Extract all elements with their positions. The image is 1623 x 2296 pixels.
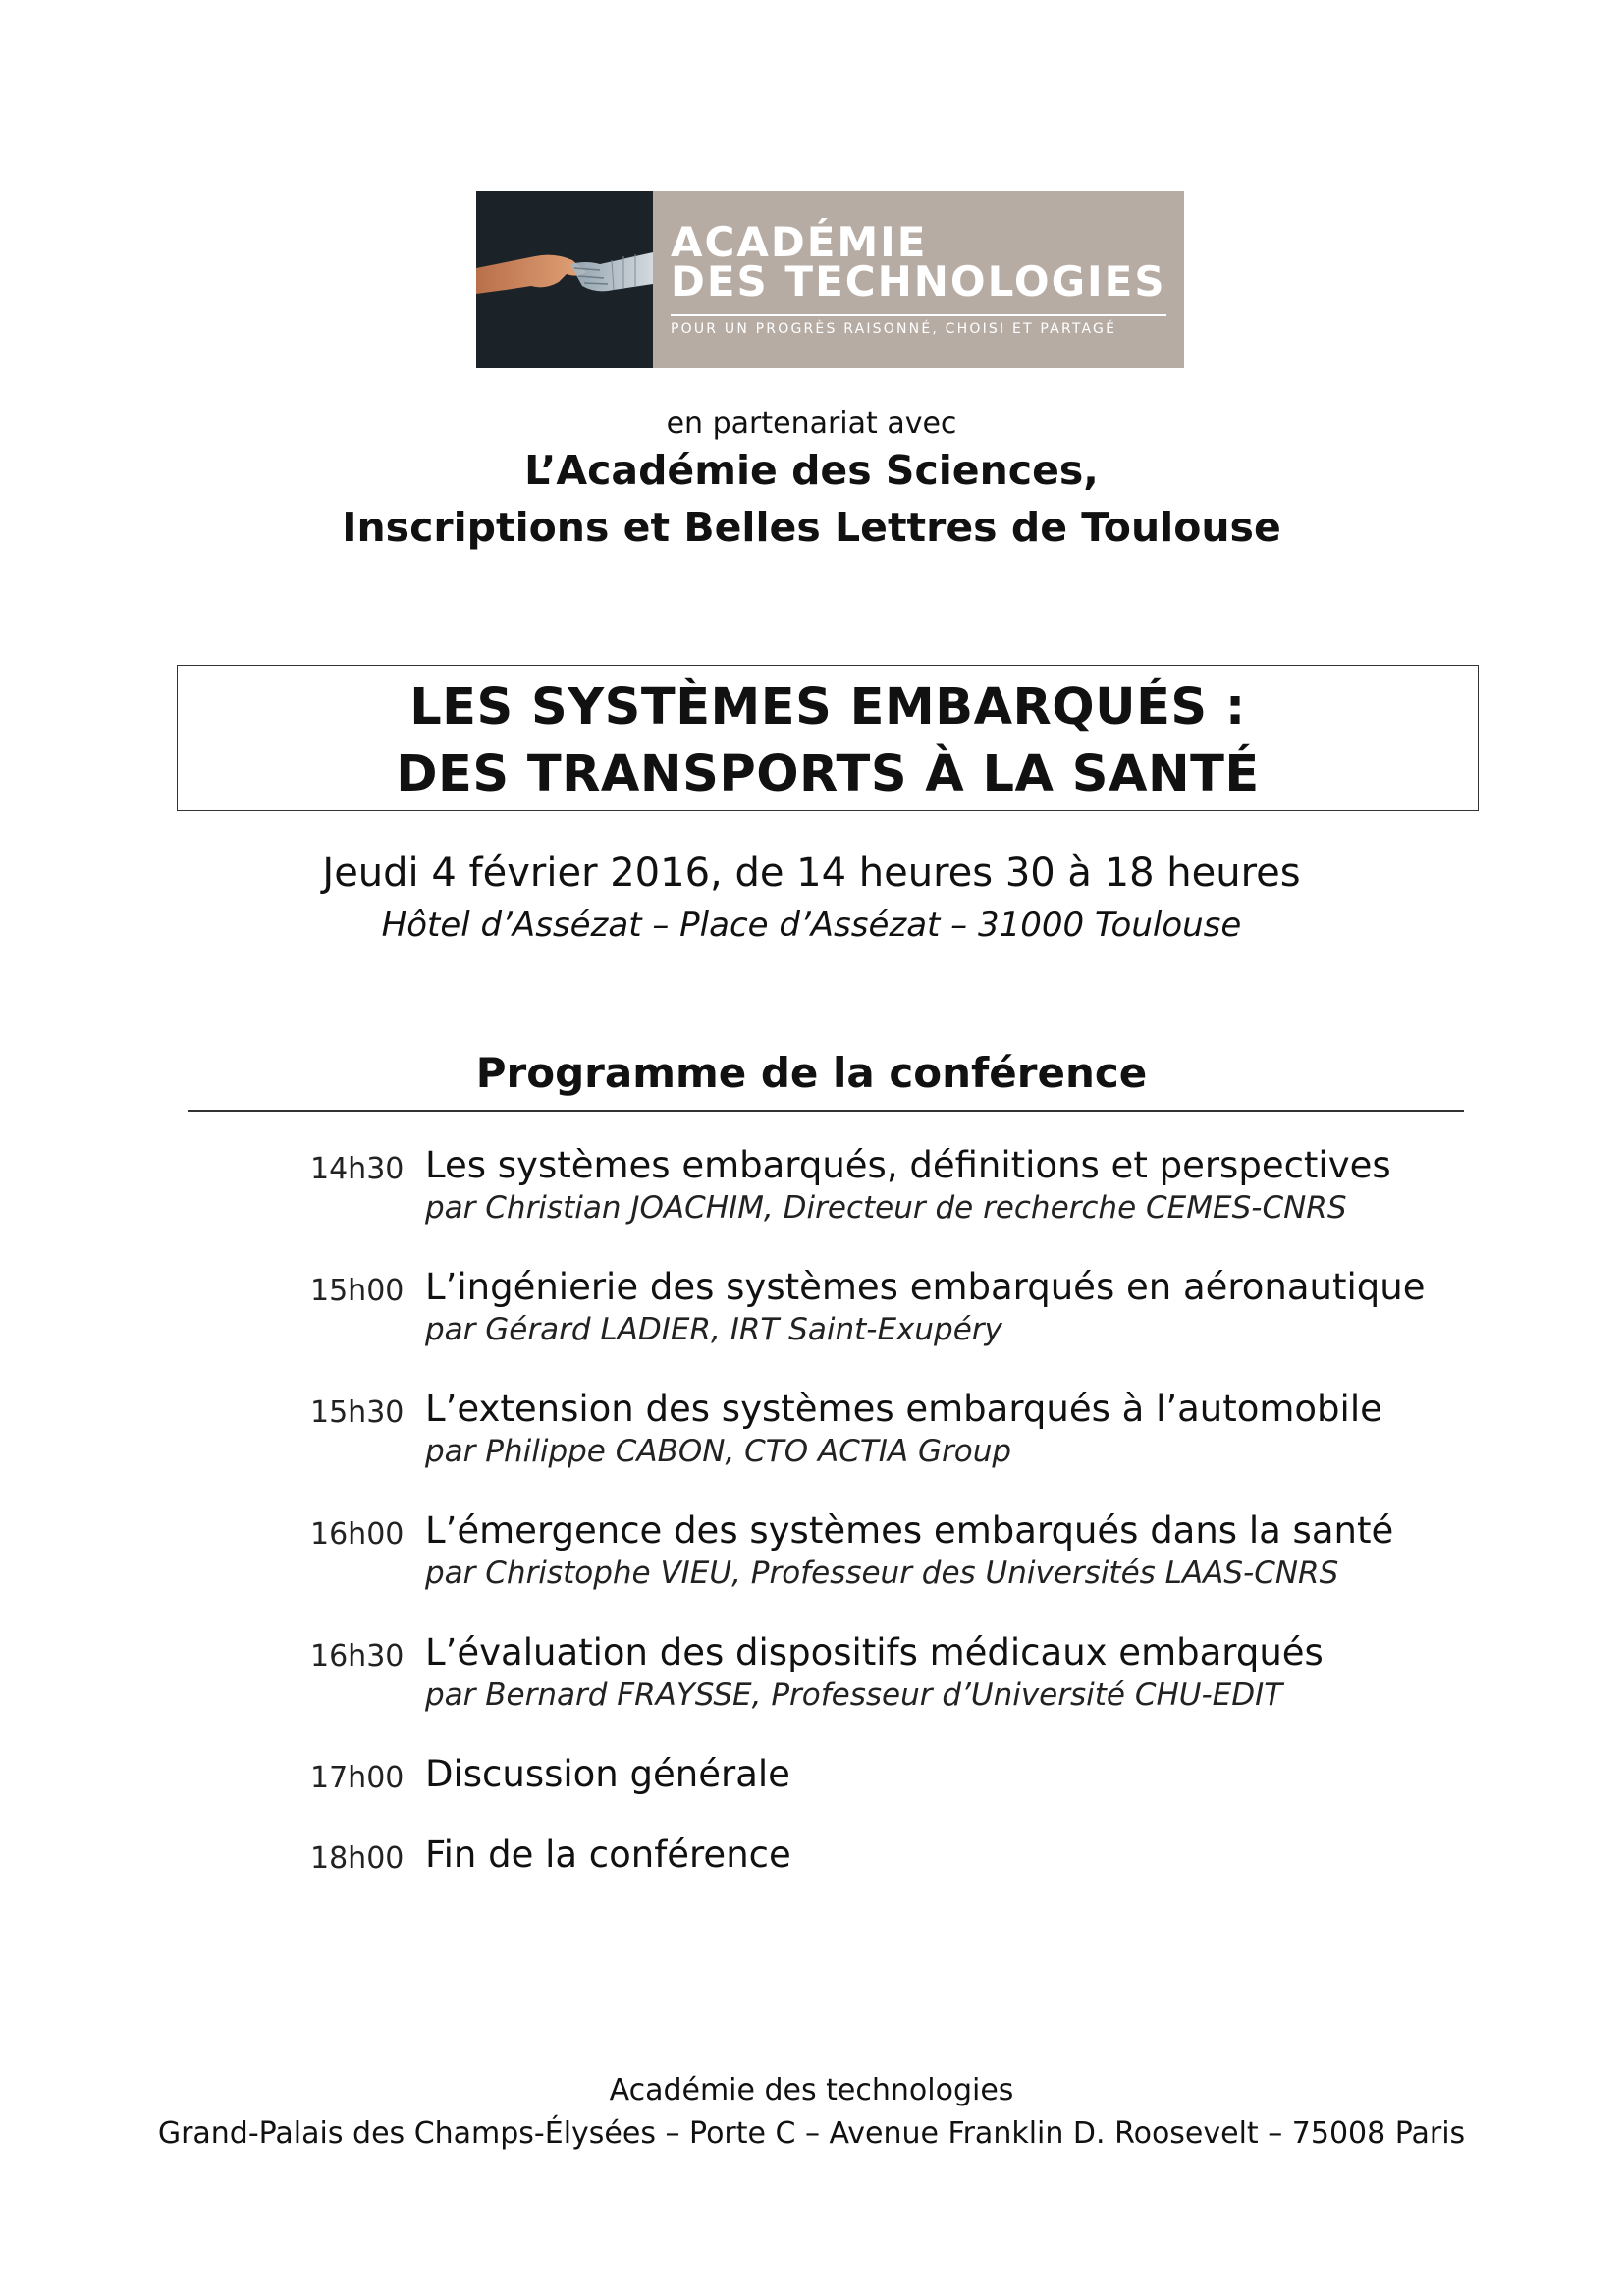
item-speaker: par Christian JOACHIM, Directeur de recherche CEMES-CNRS <box>425 1190 1347 1226</box>
item-time: 18h00 <box>310 1841 405 1876</box>
conference-title-box <box>177 665 1479 811</box>
footer-organization: Académie des technologies <box>609 2073 1014 2107</box>
handshake-image <box>476 191 653 368</box>
conference-title-line1: LES SYSTÈMES EMBARQUÉS : <box>409 679 1246 737</box>
partner-name-line2: Inscriptions et Belles Lettres de Toulouse <box>342 504 1281 551</box>
logo-title-line1: ACADÉMIE <box>671 218 928 266</box>
item-title: L’extension des systèmes embarqués à l’automobile <box>425 1388 1382 1430</box>
logo-text-panel <box>653 191 1184 368</box>
event-date: Jeudi 4 février 2016, de 14 heures 30 à 18 heures <box>322 850 1301 896</box>
handshake-icon <box>476 191 653 368</box>
item-title: L’évaluation des dispositifs médicaux embarqués <box>425 1631 1324 1673</box>
programme-heading: Programme de la conférence <box>475 1049 1148 1097</box>
item-speaker: par Philippe CABON, CTO ACTIA Group <box>425 1434 1012 1469</box>
item-speaker: par Gérard LADIER, IRT Saint-Exupéry <box>425 1312 1002 1347</box>
item-speaker: par Bernard FRAYSSE, Professeur d’Université CHU-EDIT <box>425 1677 1283 1713</box>
partnership-intro: en partenariat avec <box>666 407 957 441</box>
item-time: 17h00 <box>310 1761 405 1795</box>
partner-name-line1: L’Académie des Sciences, <box>524 447 1099 494</box>
footer-address: Grand-Palais des Champs-Élysées – Porte C – Avenue Franklin D. Roosevelt – 75008 Paris <box>157 2116 1466 2151</box>
logo-divider <box>671 314 1166 316</box>
item-title: Discussion générale <box>425 1753 790 1795</box>
item-time: 16h30 <box>310 1639 405 1673</box>
programme-divider <box>188 1110 1464 1112</box>
item-title: L’ingénierie des systèmes embarqués en aéronautique <box>425 1266 1426 1308</box>
item-time: 15h30 <box>310 1395 405 1430</box>
logo-tagline: POUR UN PROGRÈS RAISONNÉ, CHOISI ET PARTAGÉ <box>671 321 1117 337</box>
logo-title-line2: DES TECHNOLOGIES <box>671 257 1166 305</box>
item-time: 15h00 <box>310 1274 405 1308</box>
item-time: 14h30 <box>310 1152 405 1186</box>
event-venue: Hôtel d’Assézat – Place d’Assézat – 31000 Toulouse <box>381 905 1242 945</box>
item-title: L’émergence des systèmes embarqués dans la santé <box>425 1509 1394 1552</box>
academie-logo <box>476 191 1184 368</box>
item-title: Les systèmes embarqués, définitions et perspectives <box>425 1144 1391 1186</box>
item-speaker: par Christophe VIEU, Professeur des Universités LAAS-CNRS <box>425 1556 1339 1591</box>
item-time: 16h00 <box>310 1517 405 1552</box>
item-title: Fin de la conférence <box>425 1833 791 1876</box>
conference-title-line2: DES TRANSPORTS À LA SANTÉ <box>396 745 1260 803</box>
